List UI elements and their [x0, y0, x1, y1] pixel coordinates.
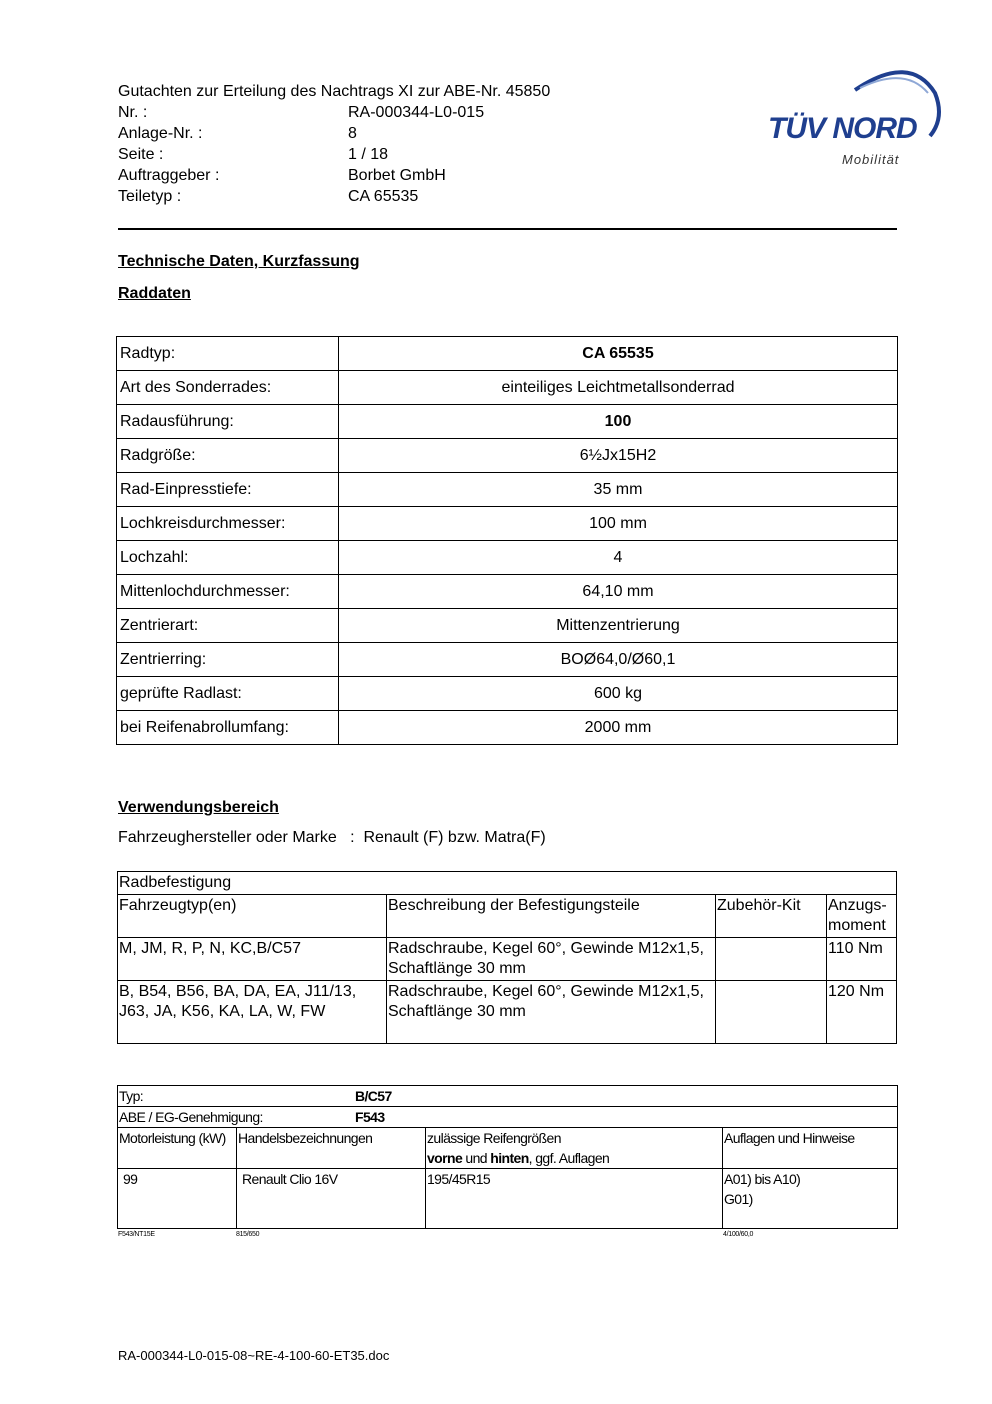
radbefestigung-title: Radbefestigung [118, 872, 897, 895]
document-title: Gutachten zur Erteilung des Nachtrags XI zur ABE-Nr. 45850 [118, 83, 551, 100]
raddaten-value: Mittenzentrierung [339, 609, 898, 643]
table-header: Fahrzeugtyp(en) [118, 895, 387, 938]
raddaten-label: bei Reifenabrollumfang: [117, 711, 339, 745]
table-header: Zubehör-Kit [716, 895, 827, 938]
document-footer: RA-000344-L0-015-08~RE-4-100-60-ET35.doc [118, 1348, 390, 1363]
logo-subtitle: Mobilität [842, 152, 900, 167]
header-row: Nr. : RA-000344-L0-015 [118, 104, 485, 121]
raddaten-table [116, 336, 898, 745]
raddaten-value: 2000 mm [339, 711, 898, 745]
section-heading-verwendung: Verwendungsbereich [118, 799, 279, 816]
header-divider [118, 228, 897, 230]
table-row [117, 541, 898, 575]
header-row: Auftraggeber : Borbet GmbH [118, 167, 446, 184]
table-row [117, 439, 898, 473]
raddaten-value: 100 mm [339, 507, 898, 541]
raddaten-value: 64,10 mm [339, 575, 898, 609]
raddaten-value: 100 [339, 405, 898, 439]
table-header: zulässige Reifengrößen vorne und hinten, ggf. Auflagen [426, 1128, 723, 1169]
logo-brand: TÜV NORD [768, 112, 917, 145]
raddaten-value: einteiliges Leichtmetallsonderrad [339, 371, 898, 405]
table-row: M, JM, R, P, N, KC,B/C57 Radschraube, Kegel 60°, Gewinde M12x1,5, Schaftlänge 30 mm 110 Nm [118, 938, 897, 981]
table-row [117, 575, 898, 609]
table-row [117, 643, 898, 677]
header-row: Seite : 1 / 18 [118, 146, 389, 163]
table-row [117, 473, 898, 507]
raddaten-value: 600 kg [339, 677, 898, 711]
table-row [117, 609, 898, 643]
table-header: Motorleistung (kW) [118, 1128, 237, 1169]
table-row [117, 677, 898, 711]
abe-row: ABE / EG-Genehmigung: F543 [118, 1107, 898, 1128]
tuv-nord-logo [760, 58, 945, 173]
raddaten-label: Radgröße: [117, 439, 339, 473]
table-row [117, 337, 898, 371]
header-row: Teiletyp : CA 65535 [118, 188, 419, 205]
raddaten-label: Zentrierring: [117, 643, 339, 677]
raddaten-label: Radtyp: [117, 337, 339, 371]
small-code-b: 815/650 [236, 1231, 260, 1238]
section-heading-technische: Technische Daten, Kurzfassung [118, 253, 360, 270]
typ-table [117, 1085, 898, 1229]
raddaten-value: 6½Jx15H2 [339, 439, 898, 473]
raddaten-label: Lochzahl: [117, 541, 339, 575]
table-header: Beschreibung der Befestigungsteile [387, 895, 716, 938]
radbefestigung-table [117, 871, 897, 1044]
header-row: Anlage-Nr. : 8 [118, 125, 357, 142]
raddaten-label: geprüfte Radlast: [117, 677, 339, 711]
raddaten-label: Rad-Einpresstiefe: [117, 473, 339, 507]
raddaten-label: Lochkreisdurchmesser: [117, 507, 339, 541]
table-header: Anzugs-moment [827, 895, 897, 938]
section-heading-raddaten: Raddaten [118, 285, 191, 302]
table-row [117, 371, 898, 405]
raddaten-value: 4 [339, 541, 898, 575]
small-code-a: F543/NT15E [118, 1231, 155, 1238]
table-row [117, 405, 898, 439]
table-header: Handelsbezeichnungen [237, 1128, 426, 1169]
table-header: Auflagen und Hinweise [723, 1128, 898, 1169]
small-code-c: 4/100/60,0 [723, 1231, 754, 1238]
raddaten-value: 35 mm [339, 473, 898, 507]
typ-row: Typ: B/C57 [118, 1086, 898, 1107]
table-row [117, 711, 898, 745]
table-row: 99 Renault Clio 16V 195/45R15 A01) bis A10) G01) [118, 1169, 898, 1229]
table-row: B, B54, B56, BA, DA, EA, J11/13, J63, JA, K56, KA, LA, W, FW Radschraube, Kegel 60°, Gewinde M12x1,5, Schaftlänge 30 mm 120 Nm [118, 981, 897, 1044]
raddaten-label: Mittenlochdurchmesser: [117, 575, 339, 609]
hersteller-line: Fahrzeughersteller oder Marke : Renault (F) bzw. Matra(F) [118, 829, 546, 846]
raddaten-value: CA 65535 [339, 337, 898, 371]
raddaten-label: Art des Sonderrades: [117, 371, 339, 405]
raddaten-label: Radausführung: [117, 405, 339, 439]
table-row [117, 507, 898, 541]
document-header [118, 81, 550, 207]
raddaten-label: Zentrierart: [117, 609, 339, 643]
raddaten-value: BOØ64,0/Ø60,1 [339, 643, 898, 677]
